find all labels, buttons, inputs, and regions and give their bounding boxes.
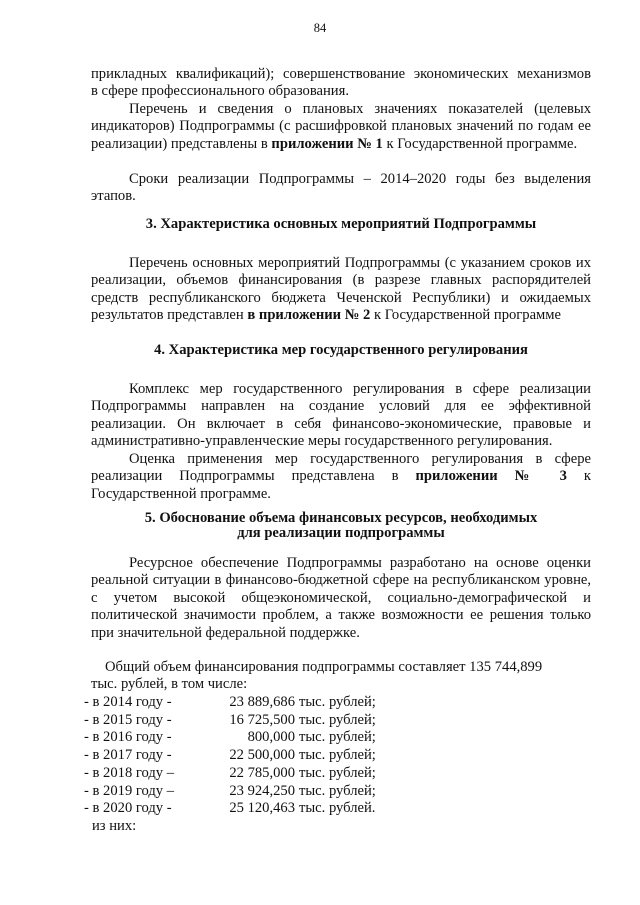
section-4-paragraph-1 xyxy=(91,381,591,451)
terms-text: Сроки реализации Подпрограммы – 2014–2020 годы без выделения этапов. xyxy=(91,171,591,205)
financing-row-unit: тыс. рублей; xyxy=(299,764,376,781)
financing-row-value: 800,000 xyxy=(247,729,295,746)
financing-row-value: 22 785,000 xyxy=(229,764,295,781)
section-5-heading xyxy=(91,511,591,541)
intro-line-2: в сфере профессионального образования. xyxy=(91,83,349,100)
financing-row-year: - в 2018 году – xyxy=(84,764,175,781)
financing-row-unit: тыс. рублей; xyxy=(299,694,376,710)
financing-intro-line-2: тыс. рублей, в том числе: xyxy=(91,676,248,692)
section-4-tail: к Государственной программе. xyxy=(91,468,591,502)
financing-row-year: - в 2015 году - xyxy=(84,711,172,728)
financing-intro-line-1: Общий объем финансирования подпрограммы составляет 135 744,899 xyxy=(105,659,543,675)
financing-footer: из них: xyxy=(92,818,137,834)
financing-row-unit: тыс. рублей; xyxy=(299,729,376,746)
section-5-paragraph xyxy=(91,555,591,642)
financing-row-year: - в 2020 году - xyxy=(84,800,172,817)
intro-line-1: прикладных квалификаций); совершенствование экономических механизмов xyxy=(91,66,591,82)
terms-paragraph xyxy=(91,171,591,206)
indicators-paragraph xyxy=(91,101,591,153)
section-4-text-2: Оценка применения мер государственного регулирования в сфере реализации Подпрограммы представлена в xyxy=(91,451,591,485)
financing-row-unit: тыс. рублей; xyxy=(299,747,376,764)
section-3-text: Перечень основных мероприятий Подпрограммы (с указанием сроков их реализации, объемов финансирования (в разрезе главных распорядителей средств республиканского бюджета Чеченской Республики) и ожидаемых результатов представлен xyxy=(91,255,591,324)
financing-row-unit: тыс. рублей. xyxy=(299,800,376,817)
section-5-heading-line-2: для реализации подпрограммы xyxy=(237,525,445,541)
section-4-text-1: Комплекс мер государственного регулирования в сфере реализации Подпрограммы направлен на создание условий для ее эффективной реализации. Он включает в себя финансово-экономические, правовые и административно-управленческие меры государственного регулирования. xyxy=(91,381,591,450)
indicators-tail: к Государственной программе. xyxy=(382,135,578,152)
section-4-appendix-ref: приложении № 3 xyxy=(415,468,567,485)
section-3-paragraph xyxy=(91,255,591,325)
section-3-appendix-ref: в приложении № 2 xyxy=(247,307,371,324)
section-4-heading: 4. Характеристика мер государственного регулирования xyxy=(154,342,528,358)
financing-row-value: 16 725,500 xyxy=(229,711,295,728)
financing-row-unit: тыс. рублей; xyxy=(299,782,376,799)
financing-row-value: 23 924,250 xyxy=(229,782,295,799)
page-number: 84 xyxy=(313,21,327,35)
financing-row-unit: тыс. рублей; xyxy=(299,711,376,728)
section-3-tail: к Государственной программе xyxy=(370,307,561,324)
financing-row-value: 23 889,686 xyxy=(229,694,295,710)
financing-row-value: 25 120,463 xyxy=(229,800,295,817)
financing-row-year: - в 2017 году - xyxy=(84,747,172,764)
section-5-heading-line-1: 5. Обоснование объема финансовых ресурсов, необходимых xyxy=(144,510,538,526)
intro-paragraph xyxy=(91,66,591,101)
indicators-text: Перечень и сведения о плановых значениях показателей (целевых индикаторов) Подпрограммы (с расшифровкой плановых значений по годам ее реализации) представлены в xyxy=(91,101,591,152)
indicators-appendix-ref: приложении № 1 xyxy=(271,135,383,152)
section-3-heading: 3. Характеристика основных мероприятий Подпрограммы xyxy=(145,216,537,232)
financing-row-value: 22 500,000 xyxy=(229,747,295,764)
section-5-text: Ресурсное обеспечение Подпрограммы разработано на основе оценки реальной ситуации в финансово-бюджетной сфере на республиканском уровне, с учетом высокой общеэкономической, социально-демографической и политической значимости проблем, а также возможности ее решения только при значительной федеральной поддержке. xyxy=(91,555,591,641)
section-4-paragraph-2 xyxy=(91,451,591,503)
financing-row-year: - в 2014 году - xyxy=(84,694,172,710)
financing-row-year: - в 2019 году – xyxy=(84,782,175,799)
financing-row-year: - в 2016 году - xyxy=(84,729,172,746)
